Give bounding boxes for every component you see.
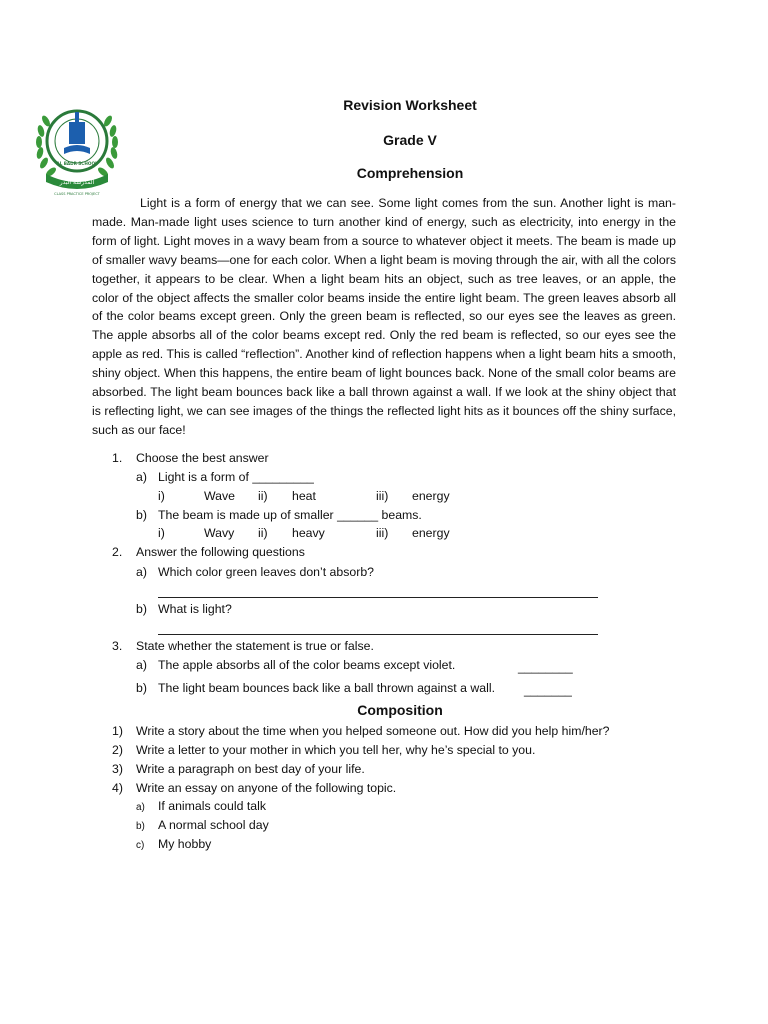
question-2a-label: a) bbox=[136, 565, 147, 579]
q1a-option-2-text[interactable]: heat bbox=[292, 489, 316, 503]
question-3a-label: a) bbox=[136, 658, 147, 672]
q1a-option-3-text[interactable]: energy bbox=[412, 489, 450, 503]
question-1b-text: The beam is made up of smaller ______ beams. bbox=[158, 508, 422, 522]
question-3b-label: b) bbox=[136, 681, 147, 695]
q1a-option-2-num: ii) bbox=[258, 489, 268, 503]
answer-blank-3a[interactable]: ________ bbox=[518, 660, 573, 674]
worksheet-title: Revision Worksheet bbox=[343, 97, 477, 113]
logo-school-name: AL BADR SCHOOL bbox=[56, 161, 98, 166]
question-3b-text: The light beam bounces back like a ball thrown against a wall. bbox=[158, 681, 495, 695]
question-2a-text: Which color green leaves don’t absorb? bbox=[158, 565, 375, 579]
book-tower-icon bbox=[69, 122, 85, 144]
q1b-option-2-text[interactable]: heavy bbox=[292, 526, 325, 540]
q1b-option-1-text[interactable]: Wavy bbox=[204, 526, 235, 540]
logo-motto: CLASS PRACTICE PROJECT bbox=[54, 192, 100, 196]
composition-heading: Composition bbox=[357, 702, 443, 718]
q1b-option-3-text[interactable]: energy bbox=[412, 526, 450, 540]
composition-item-4-text: Write an essay on anyone of the following topic. bbox=[136, 781, 397, 795]
answer-line-2b[interactable] bbox=[158, 634, 598, 636]
topic-b-text: A normal school day bbox=[158, 818, 269, 832]
composition-item-2-text: Write a letter to your mother in which you tell her, why he’s special to you. bbox=[136, 743, 536, 757]
topic-a-label: a) bbox=[136, 802, 145, 813]
question-2b-text: What is light? bbox=[158, 602, 232, 616]
composition-item-2-number: 2) bbox=[112, 743, 123, 757]
q1a-option-1-text[interactable]: Wave bbox=[204, 489, 235, 503]
question-2-text: Answer the following questions bbox=[136, 545, 305, 559]
composition-item-4-number: 4) bbox=[112, 781, 123, 795]
composition-item-3-number: 3) bbox=[112, 762, 123, 776]
composition-item-1-text: Write a story about the time when you helped someone out. How did you help him/her? bbox=[136, 724, 610, 738]
q1a-option-3-num: iii) bbox=[376, 489, 389, 503]
question-3a-text: The apple absorbs all of the color beams except violet. bbox=[158, 658, 456, 672]
question-1a-label: a) bbox=[136, 470, 147, 484]
comprehension-passage: Light is a form of energy that we can see. Some light comes from the sun. Another light is man-made. Man-made light uses science to turn another kind of energy, such as electricity, into energy in the form of light. Light moves in a wavy beam from a source to whatever object it meets. The beam is made up of smaller wavy beams—one for each color. When a light beam is moving through the air, with all the colors together, it appears to be clear. When a light beam hits an object, such as tree leaves, or an apple, the color of the object affects the smaller color beams inside the entire light beam. The green leaves absorb all of the color beams except green. Only the green beam is reflected, so our eyes see the leaves as green. The apple absorbs all of the color beams except red. Only the red beam is reflected, so our eyes see the apple as red. This is called “reflection”. Another kind of reflection happens when a light beam hits a smooth, shiny object. When this happens, the entire beam of light bounces back. None of the small color beams are absorbed. The light beam bounces back like a ball thrown against a wall. If we look at the shiny object that is reflecting light, we can see images of the things the reflected light hits as it bounces off the shiny surface, such as our face! bbox=[92, 196, 676, 437]
topic-c-label: c) bbox=[136, 840, 145, 851]
school-logo bbox=[32, 96, 122, 198]
section-heading: Comprehension bbox=[356, 165, 464, 181]
grade-heading: Grade V bbox=[383, 132, 437, 148]
q1a-option-1-num: i) bbox=[158, 489, 165, 503]
question-1a-text: Light is a form of _________ bbox=[158, 470, 314, 484]
answer-line-2a[interactable] bbox=[158, 597, 598, 599]
composition-item-1-number: 1) bbox=[112, 724, 123, 738]
question-2b-label: b) bbox=[136, 602, 147, 616]
topic-a-text: If animals could talk bbox=[158, 799, 266, 813]
topic-b-label: b) bbox=[136, 821, 145, 832]
question-1b-label: b) bbox=[136, 508, 147, 522]
question-2-number: 2. bbox=[112, 545, 123, 559]
topic-c-text: My hobby bbox=[158, 837, 212, 851]
question-1-number: 1. bbox=[112, 451, 123, 465]
logo-arabic-text: المدرسة البدر bbox=[59, 179, 95, 186]
q1b-option-3-num: iii) bbox=[376, 526, 389, 540]
question-3-number: 3. bbox=[112, 639, 123, 653]
question-3-text: State whether the statement is true or false. bbox=[136, 639, 374, 653]
composition-item-3-text: Write a paragraph on best day of your life. bbox=[136, 762, 365, 776]
answer-blank-3b[interactable]: _______ bbox=[524, 683, 572, 697]
question-1-text: Choose the best answer bbox=[136, 451, 269, 465]
q1b-option-2-num: ii) bbox=[258, 526, 268, 540]
q1b-option-1-num: i) bbox=[158, 526, 165, 540]
